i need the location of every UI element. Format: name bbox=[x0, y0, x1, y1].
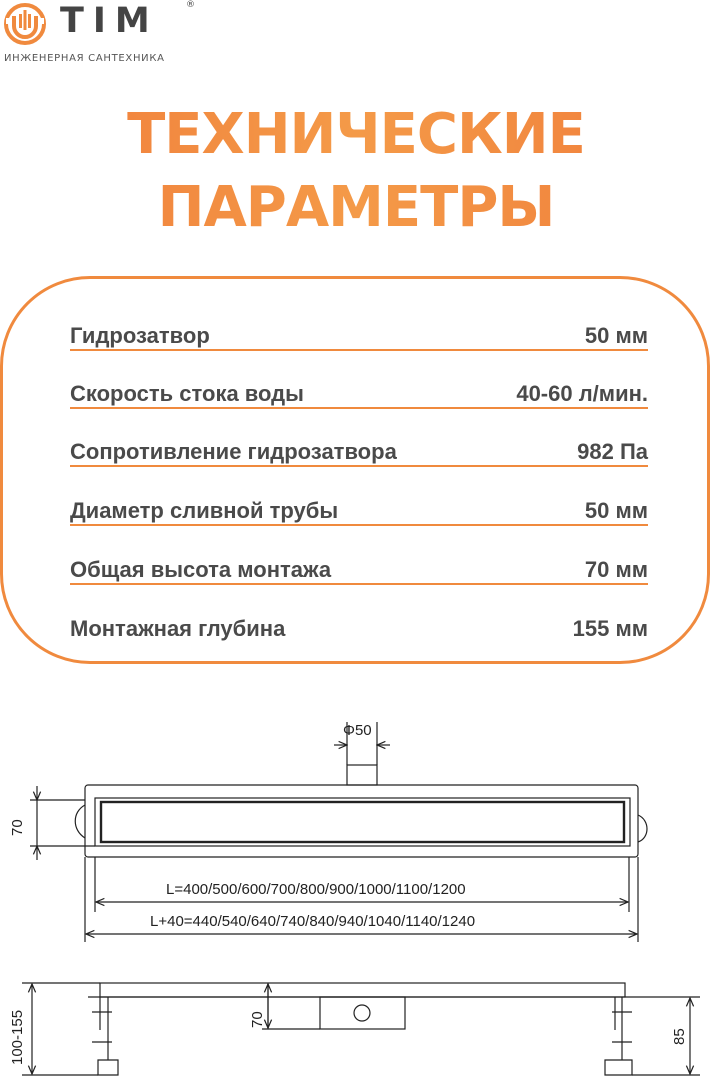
height-label: 70 bbox=[9, 819, 26, 836]
technical-drawing bbox=[0, 700, 712, 1077]
param-row bbox=[70, 291, 648, 351]
param-value: 40-60 л/мин. bbox=[516, 381, 648, 406]
param-label: Сопротивление гидрозатвора bbox=[70, 439, 397, 464]
param-label: Монтажная глубина bbox=[70, 616, 286, 641]
side-height-label: 100-155 bbox=[9, 1009, 26, 1065]
param-label: Гидрозатвор bbox=[70, 323, 210, 348]
param-row bbox=[70, 525, 648, 585]
param-value: 982 Па bbox=[577, 439, 648, 464]
brand-logo bbox=[0, 0, 200, 72]
param-row bbox=[70, 466, 648, 526]
param-value: 70 мм bbox=[584, 557, 648, 582]
logo-emblem-icon bbox=[2, 2, 48, 46]
param-label: Общая высота монтажа bbox=[70, 557, 332, 582]
drawing-top-view bbox=[30, 722, 647, 942]
length-label: L=400/500/600/700/800/900/1000/1100/1200 bbox=[166, 881, 466, 898]
pipe-diameter-label: Φ50 bbox=[343, 722, 372, 739]
logo-tagline: ИНЖЕНЕРНАЯ САНТЕХНИКА bbox=[4, 53, 165, 64]
side-inner-height-label: 70 bbox=[249, 1011, 266, 1028]
parameters-panel bbox=[0, 276, 710, 664]
param-row bbox=[70, 407, 648, 467]
length-plus-label: L+40=440/540/640/740/840/940/1040/1140/1240 bbox=[150, 913, 476, 930]
registered-mark: ® bbox=[186, 0, 195, 10]
logo-wordmark: TIM bbox=[60, 1, 159, 41]
side-right-height-label: 85 bbox=[671, 1028, 688, 1045]
param-row bbox=[70, 349, 648, 409]
param-value: 50 мм bbox=[584, 498, 648, 523]
page-title-line-2: ПАРАМЕТРЫ bbox=[0, 176, 712, 240]
page-title-line-1: ТЕХНИЧЕСКИЕ bbox=[0, 103, 712, 167]
param-value: 155 мм bbox=[572, 616, 648, 641]
param-label: Скорость стока воды bbox=[70, 381, 304, 406]
param-value: 50 мм bbox=[584, 323, 648, 348]
param-label: Диаметр сливной трубы bbox=[70, 498, 339, 523]
drawing-side-view bbox=[22, 983, 700, 1075]
param-row bbox=[70, 584, 648, 642]
